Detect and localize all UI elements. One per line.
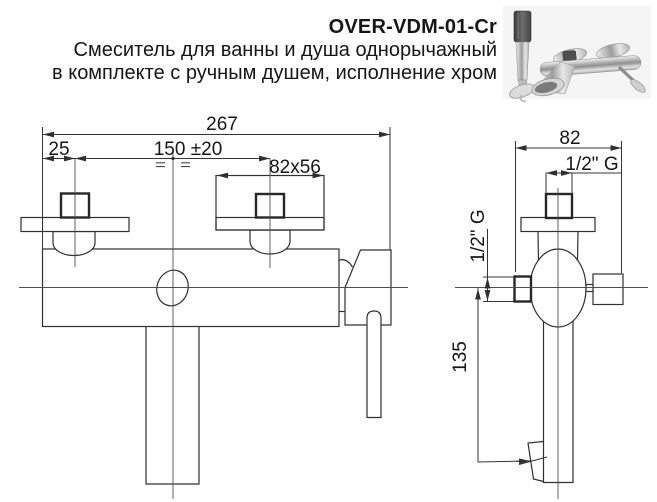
handle-swivel-arc xyxy=(339,260,353,267)
model-code: OVER-VDM-01-Cr xyxy=(328,16,497,38)
hose-outlet xyxy=(515,277,532,302)
dim-thread-top: 1/2" G xyxy=(565,154,619,175)
left-eccentric xyxy=(53,232,95,256)
side-view xyxy=(450,128,648,499)
description-line-2: в комплекте с ручным душем, исполнение хром xyxy=(52,62,497,84)
description-line-1: Смеситель для ванны и душа однорычажный xyxy=(73,39,497,61)
dim-left-offset: 25 xyxy=(48,139,70,160)
dim-centers-tolerance: 150 ±20 xyxy=(153,139,223,160)
dim-thread-side: 1/2" G xyxy=(468,209,489,263)
lever-front xyxy=(367,311,381,418)
handle-side xyxy=(593,274,623,305)
handle-stem-side xyxy=(586,285,593,292)
dim-spout-drop: 135 xyxy=(450,341,471,373)
top-nipple xyxy=(546,194,572,218)
spout-front xyxy=(146,327,199,485)
dim-depth: 82 xyxy=(559,128,581,149)
dim-total-width: 267 xyxy=(206,114,238,135)
dim-wall-plate: 82x56 xyxy=(269,157,321,178)
front-view xyxy=(19,114,408,499)
